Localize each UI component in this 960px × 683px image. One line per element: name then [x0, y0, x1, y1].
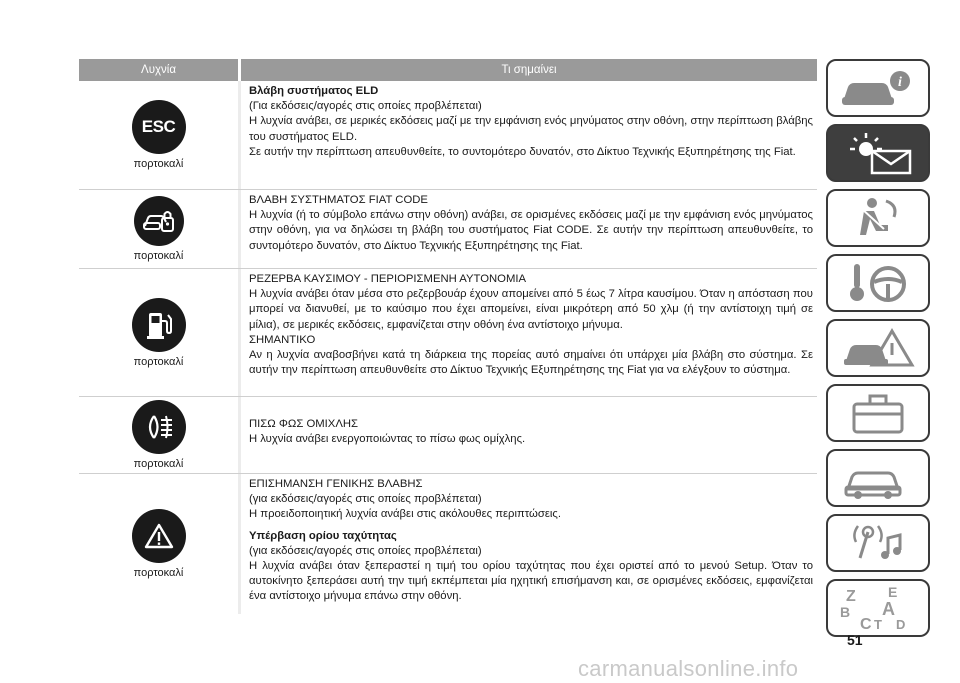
- light-cell: [79, 269, 238, 396]
- fuel-pump-icon: [132, 298, 186, 352]
- meaning-cell: [238, 190, 817, 268]
- chapter-tabs: [826, 59, 930, 644]
- light-color: πορτοκαλί: [133, 458, 184, 470]
- index-letter: C: [860, 616, 872, 633]
- row-title: ΕΠΙΣΗΜΑΝΣΗ ΓΕΝΙΚΗΣ ΒΛΑΒΗΣ: [249, 478, 423, 490]
- light-color: πορτοκαλί: [133, 250, 184, 262]
- tab-technical-data[interactable]: [826, 449, 930, 507]
- table-row: [79, 269, 817, 397]
- row-text: (Για εκδόσεις/αγορές στις οποίες προβλέπεται): [249, 100, 482, 113]
- tab-starting-driving[interactable]: [826, 254, 930, 312]
- fiat-code-icon: [134, 196, 184, 246]
- row-text: Η λυχνία ανάβει όταν μέσα στο ρεζερβουάρ έχουν απομείνει από 5 έως 7 λίτρα καυσίμου. Όταν η απόσταση που μπορεί να διανυθεί, με το καύσιμο που έχει απομείνει, είναι μικρότερη από 50 χλμ (ή την αντίστοιχη τιμή σε μίλια), σε μερικές εκδόσεις, εμφανίζεται στην οθόνη ένα αντίστοιχο μήνυμα.: [249, 288, 813, 331]
- row-subtitle: Υπέρβαση ορίου ταχύτητας: [249, 529, 397, 542]
- meaning-cell: [238, 474, 817, 614]
- index-letter: E: [888, 584, 898, 600]
- watermark: carmanualsonline.info: [578, 656, 799, 681]
- tab-car-info[interactable]: [826, 59, 930, 117]
- warning-lights-table: [79, 59, 817, 614]
- table-row: [79, 190, 817, 269]
- row-text: Αν η λυχνία αναβοσβήνει κατά τη διάρκεια της πορείας αυτό σημαίνει ότι υπάρχει μία βλάβη στο σύστημα. Σε αυτήν την περίπτωση απευθυνθείτε στο Δίκτυο Τεχνικής Εξυπηρέτησης της Fiat για να ελέγξουν το σύστημα.: [249, 349, 813, 377]
- meaning-cell: [238, 81, 817, 189]
- row-text: Η λυχνία ανάβει, σε μερικές εκδόσεις μαζί με την εμφάνιση ενός μηνύματος στην οθόνη, στην περίπτωση βλάβης του συστήματος ELD.: [249, 115, 813, 143]
- car-maintenance-icon: [838, 455, 918, 501]
- table-row: [79, 474, 817, 614]
- row-text: Η λυχνία (ή το σύμβολο επάνω στην οθόνη) ανάβει, σε ορισμένες εκδόσεις μαζί με την εμφάνιση ενός μηνύματος στην οθόνη, για να δηλώσει τη βλάβη του συστήματος Fiat CODE. Σε αυτήν την περίπτωση απευθυνθείτε, το συντομότερο δυνατόν, στο Δίκτυο Τεχνικής Εξυπηρέτησης της Fiat.: [249, 209, 813, 252]
- row-text: Η προειδοποιητική λυχνία ανάβει στις ακόλουθες περιπτώσεις.: [249, 508, 561, 521]
- light-cell: [79, 474, 238, 614]
- light-color: πορτοκαλί: [133, 567, 184, 579]
- row-text: Η λυχνία ανάβει ενεργοποιώντας το πίσω φως ομίχλης.: [249, 433, 526, 446]
- alphabetical-index-icon: [836, 583, 920, 633]
- warning-triangle-icon: [132, 509, 186, 563]
- row-text: (για εκδόσεις/αγορές στις οποίες προβλέπεται): [249, 544, 482, 557]
- row-text: Σε αυτήν την περίπτωση απευθυνθείτε, το συντομότερο δυνατόν, στο Δίκτυο Τεχνικής Εξυπηρέτησης της Fiat.: [249, 145, 796, 158]
- row-text: Η λυχνία ανάβει όταν ξεπεραστεί η τιμή του ορίου ταχύτητας που έχει οριστεί από το μενού Setup. Όταν το αυτοκίνητο ξεπεράσει αυτή την τιμή εκπέμπεται μία ηχητική επισήμανση και, σε ορισμένες εκδόσεις, εμφανίζεται ένα αντίστοιχο μήνυμα επάνω στην οθόνη.: [249, 560, 813, 603]
- esc-icon-text: ESC: [141, 117, 176, 136]
- row-title: ΠΙΣΩ ΦΩΣ ΟΜΙΧΛΗΣ: [249, 418, 359, 430]
- car-info-icon: [838, 65, 918, 111]
- light-cell: [79, 397, 238, 473]
- tab-warning-lights[interactable]: [826, 124, 930, 182]
- index-letter: T: [874, 617, 882, 632]
- light-color: πορτοκαλί: [133, 355, 184, 368]
- svg-text:i: i: [898, 75, 902, 90]
- antenna-music-icon: [838, 520, 918, 566]
- meaning-cell: [238, 397, 817, 473]
- row-subtitle: ΣΗΜΑΝΤΙΚΟ: [249, 333, 316, 346]
- meaning-cell: [238, 269, 817, 396]
- toolbox-icon: [838, 390, 918, 436]
- esc-icon: [132, 100, 186, 154]
- car-crash-icon: [838, 325, 918, 371]
- row-title: ΡΕΖΕΡΒΑ ΚΑΥΣΙΜΟΥ - ΠΕΡΙΟΡΙΣΜΕΝΗ ΑΥΤΟΝΟΜΙΑ: [249, 273, 527, 285]
- key-steering-wheel-icon: [838, 260, 918, 306]
- rear-fog-light-icon: [132, 400, 186, 454]
- tab-servicing[interactable]: [826, 384, 930, 442]
- table-row: [79, 397, 817, 474]
- light-color: πορτοκαλί: [133, 158, 184, 170]
- warning-light-envelope-icon: [836, 129, 920, 177]
- page-number: 51: [847, 632, 863, 648]
- row-text: (για εκδόσεις/αγορές στις οποίες προβλέπεται): [249, 493, 482, 506]
- table-header: [79, 59, 817, 81]
- index-letter: B: [840, 604, 851, 620]
- seat-airbag-icon: [838, 195, 918, 241]
- index-letter: A: [882, 599, 895, 619]
- header-light: Λυχνία: [141, 64, 176, 76]
- index-letter: Z: [846, 588, 856, 605]
- tab-multimedia[interactable]: [826, 514, 930, 572]
- tab-index[interactable]: [826, 579, 930, 637]
- index-letter: D: [896, 617, 906, 632]
- tab-emergency[interactable]: [826, 319, 930, 377]
- row-title: Βλάβη συστήματος ELD: [249, 85, 379, 97]
- light-cell: [79, 81, 238, 189]
- header-meaning: Τι σημαίνει: [238, 59, 817, 81]
- light-cell: [79, 190, 238, 268]
- table-row: [79, 81, 817, 190]
- row-title: ΒΛΑΒΗ ΣΥΣΤΗΜΑΤΟΣ FIAT CODE: [249, 194, 428, 206]
- tab-safety[interactable]: [826, 189, 930, 247]
